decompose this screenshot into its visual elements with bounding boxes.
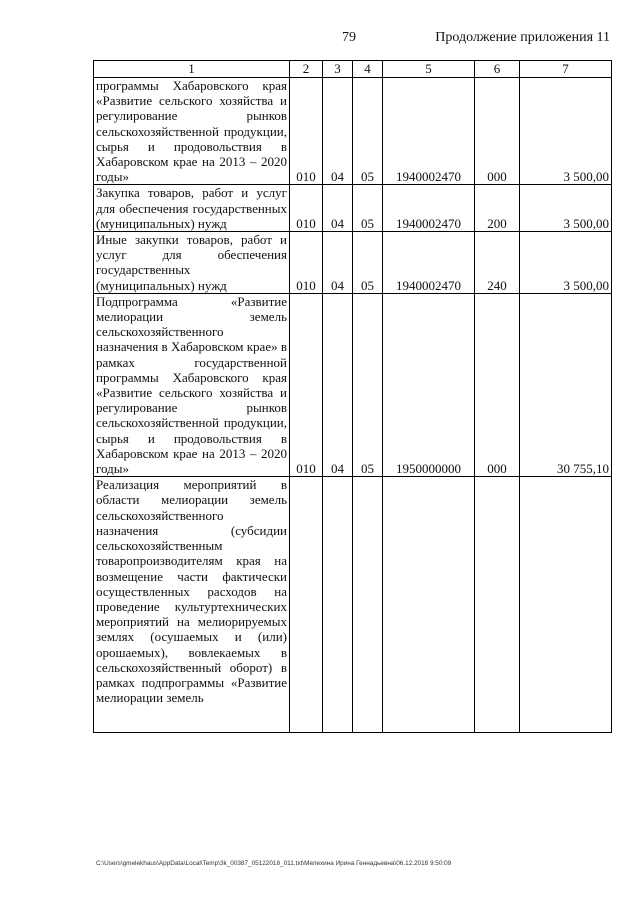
ministry-code-cell: 010 (290, 78, 323, 185)
column-header: 2 (290, 61, 323, 78)
budget-table (93, 60, 612, 733)
subsection-code-cell: 05 (353, 293, 383, 476)
ministry-code-cell (290, 477, 323, 733)
amount-cell: 3 500,00 (520, 78, 612, 185)
ministry-code-cell: 010 (290, 185, 323, 232)
file-path-footer: C:\Users\gmelekhaus\AppData\Local\Temp\3k_00387_05122018_011.txt\Мелехина Ирина Геннадьевна\06.12.2018 9:50:09 (96, 860, 452, 867)
expense-type-cell: 240 (475, 232, 520, 294)
target-article-cell: 1940002470 (383, 185, 475, 232)
ministry-code-cell: 010 (290, 293, 323, 476)
item-name-cell: программы Хабаровского края «Развитие сельского хозяйства и регулирование рынков сельскохозяйственной продукции, сырья и продовольствия в Хабаровском крае на 2013 – 2020 годы» (94, 78, 290, 185)
column-header: 5 (383, 61, 475, 78)
column-header: 6 (475, 61, 520, 78)
table-header-row (94, 61, 612, 78)
expense-type-cell: 000 (475, 293, 520, 476)
expense-type-cell: 200 (475, 185, 520, 232)
item-name-cell: Подпрограмма «Развитие мелиорации земель сельскохозяйственного назначения в Хабаровском крае» в рамках государственной программы Хабаровского края «Развитие сельского хозяйства и регулирование рынков сельскохозяйственной продукции, сырья и продовольствия в Хабаровском крае на 2013 – 2020 годы» (94, 293, 290, 476)
section-code-cell: 04 (323, 232, 353, 294)
section-code-cell: 04 (323, 78, 353, 185)
amount-cell: 3 500,00 (520, 232, 612, 294)
target-article-cell: 1940002470 (383, 78, 475, 185)
table-row (94, 477, 612, 733)
amount-cell: 30 755,10 (520, 293, 612, 476)
expense-type-cell (475, 477, 520, 733)
subsection-code-cell: 05 (353, 185, 383, 232)
target-article-cell (383, 477, 475, 733)
subsection-code-cell (353, 477, 383, 733)
target-article-cell: 1940002470 (383, 232, 475, 294)
amount-cell (520, 477, 612, 733)
section-code-cell: 04 (323, 293, 353, 476)
subsection-code-cell: 05 (353, 232, 383, 294)
table-row (94, 293, 612, 476)
column-header: 4 (353, 61, 383, 78)
target-article-cell: 1950000000 (383, 293, 475, 476)
item-name-cell: Реализация мероприятий в области мелиорации земель сельскохозяйственного назначения (субсидии сельскохозяйственным товаропроизводителям края на возмещение части фактически осуществленных расходов на проведение культуртехнических мероприятий на мелиорируемых землях (осушаемых и (или) орошаемых), вовлекаемых в сельскохозяйственный оборот) в рамках подпрограммы «Развитие мелиорации земель (94, 477, 290, 733)
table-row (94, 78, 612, 185)
ministry-code-cell: 010 (290, 232, 323, 294)
table-row (94, 232, 612, 294)
continuation-label: Продолжение приложения 11 (435, 30, 610, 45)
expense-type-cell: 000 (475, 78, 520, 185)
column-header: 7 (520, 61, 612, 78)
page-number: 79 (342, 30, 356, 45)
amount-cell: 3 500,00 (520, 185, 612, 232)
column-header: 1 (94, 61, 290, 78)
section-code-cell (323, 477, 353, 733)
item-name-cell: Иные закупки товаров, работ и услуг для обеспечения государственных (муниципальных) нужд (94, 232, 290, 294)
item-name-cell: Закупка товаров, работ и услуг для обеспечения государственных (муниципальных) нужд (94, 185, 290, 232)
section-code-cell: 04 (323, 185, 353, 232)
subsection-code-cell: 05 (353, 78, 383, 185)
column-header: 3 (323, 61, 353, 78)
table-row (94, 185, 612, 232)
